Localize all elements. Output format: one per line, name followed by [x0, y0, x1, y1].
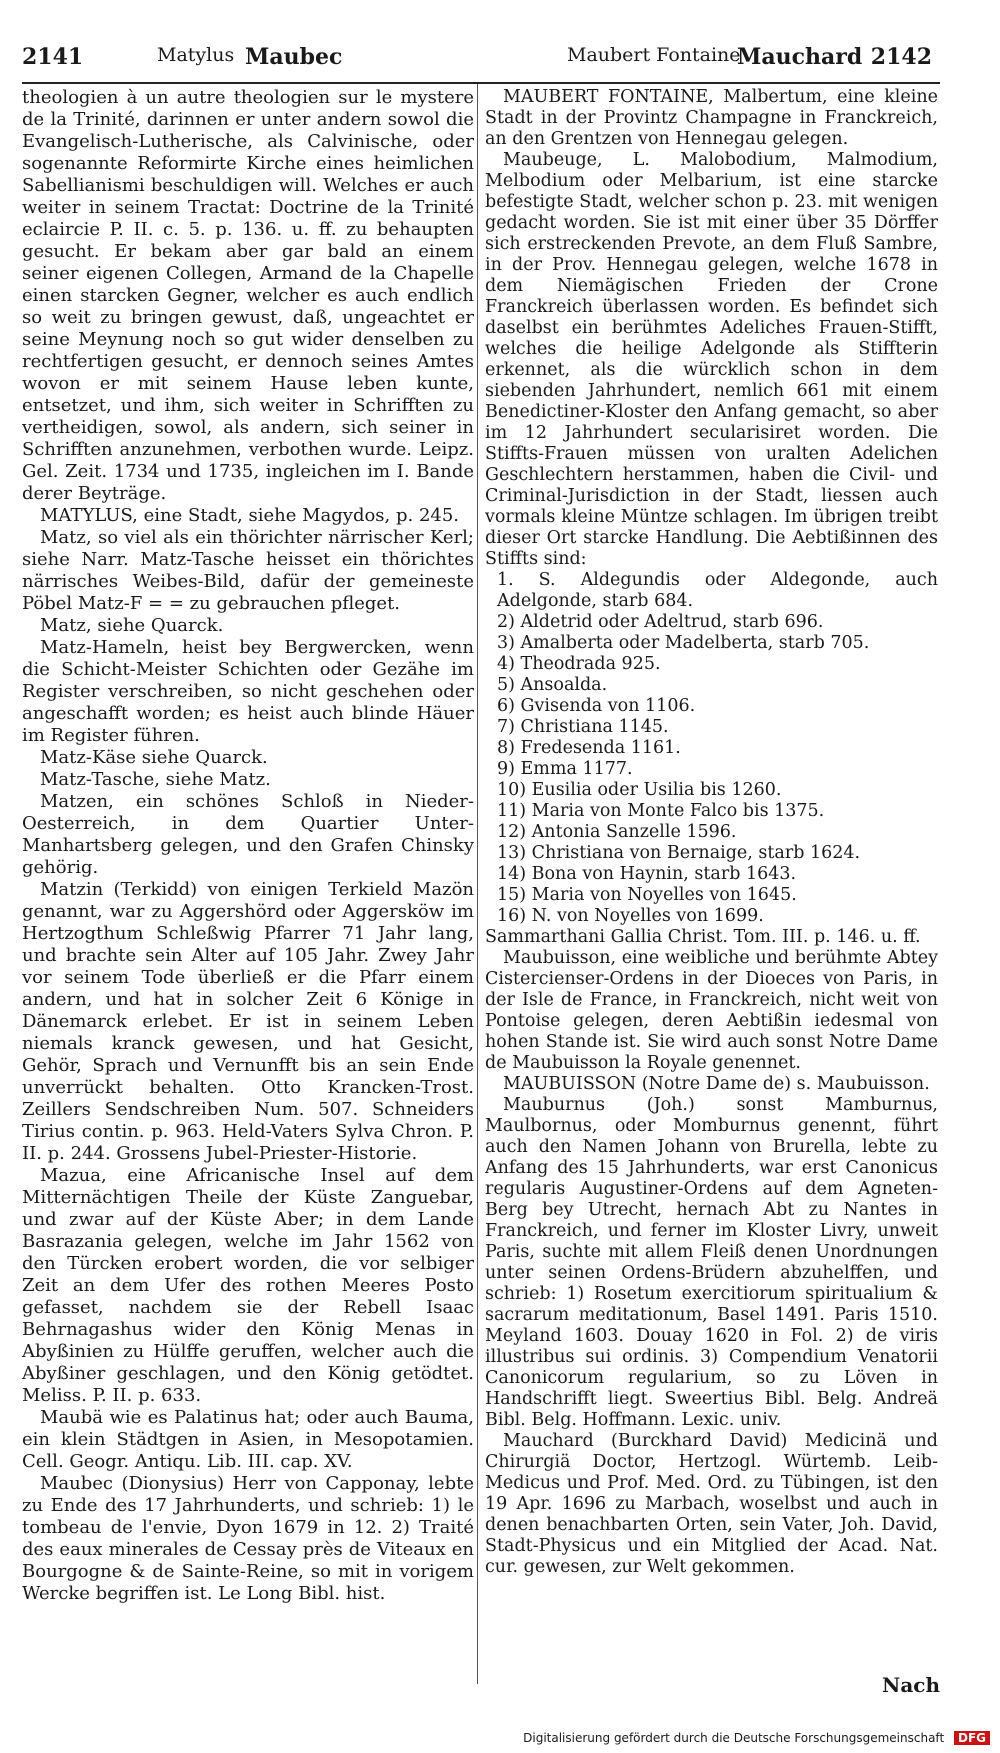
- entry-paragraph: Matz-Tasche, siehe Matz.: [40, 769, 271, 790]
- entry-paragraph: MAUBUISSON (Notre Dame de) s. Maubuisson.: [503, 1074, 930, 1094]
- entry-paragraph: Mazua, eine Africanische Insel auf dem Mitternächtigen Theile der Küste Zanguebar, und zwar auf der Küste Aber; in dem Lande Basrazania gelegen, welche im Jahr 1562 von den Türcken erobert worden, die vor selbiger Zeit an dem Ufer des rothen Meeres Posto gefasset, nachdem sie der Rebell Isaac Behrnagashus wider den König Menas in Abyßinien zu Hülffe geruffen, welcher auch die Abyßiner geschlagen, und den König getödtet. Meliss. P. II. p. 633.: [22, 1165, 474, 1406]
- entry-paragraph: Matzen, ein schönes Schloß in Nieder-Oesterreich, in dem Quartier Unter-Manhartsberg gelegen, und den Grafen Chinsky gehörig.: [22, 791, 474, 878]
- list-item: 13) Christiana von Bernaige, starb 1624.: [497, 843, 861, 863]
- entry-paragraph: MATYLUS, eine Stadt, siehe Magydos, p. 245.: [40, 505, 460, 526]
- list-item: 1. S. Aldegundis oder Aldegonde, auch Adelgonde, starb 684.: [497, 570, 938, 611]
- entry-paragraph: Sammarthani Gallia Christ. Tom. III. p. 146. u. ff.: [485, 927, 921, 947]
- catchword: Nach: [882, 1673, 940, 1697]
- page-number-right: 2142: [870, 44, 932, 70]
- page-number-left: 2141: [22, 44, 84, 70]
- entry-paragraph: Matz-Käse siehe Quarck.: [40, 747, 268, 768]
- list-item: 15) Maria von Noyelles von 1645.: [497, 885, 797, 905]
- footer-text: Digitalisierung gefördert durch die Deutsche Forschungsgemeinschaft: [523, 1731, 945, 1745]
- entry-paragraph: Maubeuge, L. Malobodium, Malmodium, Melbodium oder Melbarium, ist eine starcke befestigte Stadt, welcher schon p. 23. mit wenigen gedacht worden. Sie ist mit einer über 35 Dörffer sich erstreckenden Prevote, an dem Fluß Sambre, in der Prov. Hennegau gelegen, welche 1678 in dem Niemägischen Frieden der Crone Franckreich überlassen worden. Es befindet sich daselbst ein berühmtes Adeliches Frauen-Stifft, welches die heilige Adelgonde als Stiffterin erkennet, als die würcklich schon in dem siebenden Jahrhundert, nemlich 661 mit einem Benedictiner-Kloster den Anfang gemacht, so aber im 12 Jahrhundert secularisiret worden. Die Stiffts-Frauen müssen von uralten Adelichen Geschlechtern herstammen, haben die Civil- und Criminal-Jurisdiction in der Stadt, liessen auch vormals kleine Müntze schlagen. Im übrigen treibt dieser Ort starcke Handlung. Die Aebtißinnen des Stiffts sind:: [485, 150, 938, 569]
- list-item: 14) Bona von Haynin, starb 1643.: [497, 864, 797, 884]
- header-rule: [22, 82, 940, 84]
- right-column: [485, 87, 938, 1578]
- running-head-left-1: Matylus: [157, 44, 235, 66]
- list-item: 2) Aldetrid oder Adeltrud, starb 696.: [497, 612, 824, 632]
- entry-paragraph: theologien à un autre theologien sur le mystere de la Trinité, darinnen er unter andern sowol die Evangelisch-Lutherische, als Calvinische, oder sogenannte Reformirte Kirche eines heimlichen Sabellianismi beschuldigen will. Welches er auch weiter in seinem Tractat: Doctrine de la Trinité eclaircie P. II. c. 5. p. 136. u. ff. zu behaupten gesucht. Er bekam aber gar bald an einem seiner eigenen Collegen, Armand de la Chapelle einen starcken Gegner, welcher es auch endlich so weit zu bringen gewust, daß, ungeachtet er seine Meynung noch so gut wider denselben zu rechtfertigen gesucht, er dennoch seines Amtes wovon er mit seinem Hause leben kunte, entsetzet, und ihm, sich weiter in Schrifften zu vertheidigen, sowol, als andern, sich seiner in Schrifften anzunehmen, verbothen wurde. Leipz. Gel. Zeit. 1734 und 1735, ingleichen im I. Bande derer Beyträge.: [22, 87, 474, 504]
- entry-paragraph: Matz, siehe Quarck.: [40, 615, 224, 636]
- dfg-logo: DFG: [954, 1731, 990, 1745]
- list-item: 3) Amalberta oder Madelberta, starb 705.: [497, 633, 870, 653]
- running-head-left-2: Maubec: [245, 44, 343, 70]
- list-item: 8) Fredesenda 1161.: [497, 738, 681, 758]
- entry-paragraph: Maubec (Dionysius) Herr von Capponay, lebte zu Ende des 17 Jahrhunderts, und schrieb: 1) le tombeau de l'envie, Dyon 1679 in 12. 2) Traité des eaux minerales de Cessay près de Viteaux en Bourgogne & de Sainte-Reine, so mit in vorigem Wercke begriffen ist. Le Long Bibl. hist.: [22, 1473, 474, 1604]
- running-head-right-1: Maubert Fontaine: [567, 44, 741, 66]
- entry-paragraph: Matz, so viel als ein thörichter närrischer Kerl; siehe Narr. Matz-Tasche heisset ein thörichtes närrisches Weibes-Bild, dafür der gemeineste Pöbel Matz-F = = zu gebrauchen pfleget.: [22, 527, 474, 614]
- list-item: 7) Christiana 1145.: [497, 717, 669, 737]
- left-column: [22, 87, 474, 1605]
- entry-paragraph: Matzin (Terkidd) von einigen Terkield Mazön genannt, war zu Aggershörd oder Aggersköw im Hertzogthum Schleßwig Pfarrer 71 Jahr lang, und brachte sein Alter auf 105 Jahr. Zwey Jahr vor seinem Tode überließ er die Pfarr einem andern, und hat in solcher Zeit 6 Könige in Dänemarck erlebet. Er ist in seinem Leben niemals kranck gewesen, und hat Gesicht, Gehör, Sprach und Vernunfft bis an sein Ende unverrückt behalten. Otto Krancken-Trost. Zeillers Sendschreiben Num. 507. Schneiders Tirius contin. p. 963. Held-Vaters Sylva Chron. P. II. p. 244. Grossens Jubel-Priester-Historie.: [22, 879, 474, 1164]
- entry-paragraph: MAUBERT FONTAINE, Malbertum, eine kleine Stadt in der Provintz Champagne in Franckreich, an den Grentzen von Hennegau gelegen.: [485, 87, 938, 149]
- digitization-footer: [0, 1731, 1000, 1753]
- entry-paragraph: Matz-Hameln, heist bey Bergwercken, wenn die Schicht-Meister Schichten oder Gezähe im Register verschreiben, so nicht geschehen oder angeschafft worden; es heist auch blinde Häuer im Register führen.: [22, 637, 474, 746]
- entry-paragraph: Maubä wie es Palatinus hat; oder auch Bauma, ein klein Städtgen in Asien, in Mesopotamien. Cell. Geogr. Antiqu. Lib. III. cap. XV.: [22, 1407, 474, 1472]
- abbess-list: [485, 570, 938, 927]
- list-item: 10) Eusilia oder Usilia bis 1260.: [497, 780, 782, 800]
- column-divider: [477, 84, 478, 1684]
- list-item: 6) Gvisenda von 1106.: [497, 696, 696, 716]
- page-header: [22, 44, 932, 80]
- list-item: 11) Maria von Monte Falco bis 1375.: [497, 801, 825, 821]
- list-item: 9) Emma 1177.: [497, 759, 633, 779]
- entry-paragraph: Maubuisson, eine weibliche und berühmte Abtey Cistercienser-Ordens in der Dioeces von Paris, in der Isle de France, in Franckreich, nicht weit von Pontoise gelegen, deren Aebtißin iedesmal von hohen Stande ist. Sie wird auch sonst Notre Dame de Maubuisson la Royale genennet.: [485, 948, 938, 1073]
- list-item: 4) Theodrada 925.: [497, 654, 661, 674]
- list-item: 12) Antonia Sanzelle 1596.: [497, 822, 737, 842]
- list-item: 5) Ansoalda.: [497, 675, 608, 695]
- list-item: 16) N. von Noyelles von 1699.: [497, 906, 764, 926]
- running-head-right-2: Mauchard: [737, 44, 863, 70]
- entry-paragraph: Mauchard (Burckhard David) Medicinä und Chirurgiä Doctor, Hertzogl. Würtemb. Leib-Medicus und Prof. Med. Ord. zu Tübingen, ist den 19 Apr. 1696 zu Marbach, woselbst und auch in denen benachbarten Orten, sein Vater, Joh. David, Stadt-Physicus und ein Mitglied der Acad. Nat. cur. gewesen, zur Welt gekommen.: [485, 1431, 938, 1577]
- entry-paragraph: Mauburnus (Joh.) sonst Mamburnus, Maulbornus, oder Momburnus genennt, führt auch den Namen Johann von Brurella, lebte zu Anfang des 15 Jahrhunderts, war erst Canonicus regularis Augustiner-Ordens auf dem Agneten-Berg bey Utrecht, hernach Abt zu Nantes in Franckreich, und ferner im Kloster Livry, unweit Paris, suchte mit allem Fleiß denen Unordnungen unter seinen Ordens-Brüdern abzuhelffen, und schrieb: 1) Rosetum exercitiorum spiritualium & sacrarum meditationum, Basel 1491. Paris 1510. Meyland 1603. Douay 1620 in Fol. 2) de viris illustribus sui ordinis. 3) Compendium Venatorii Canonicorum regularium, so zu Löven in Handschrifft liegt. Sweertius Bibl. Belg. Andreä Bibl. Belg. Hoffmann. Lexic. univ.: [485, 1095, 938, 1430]
